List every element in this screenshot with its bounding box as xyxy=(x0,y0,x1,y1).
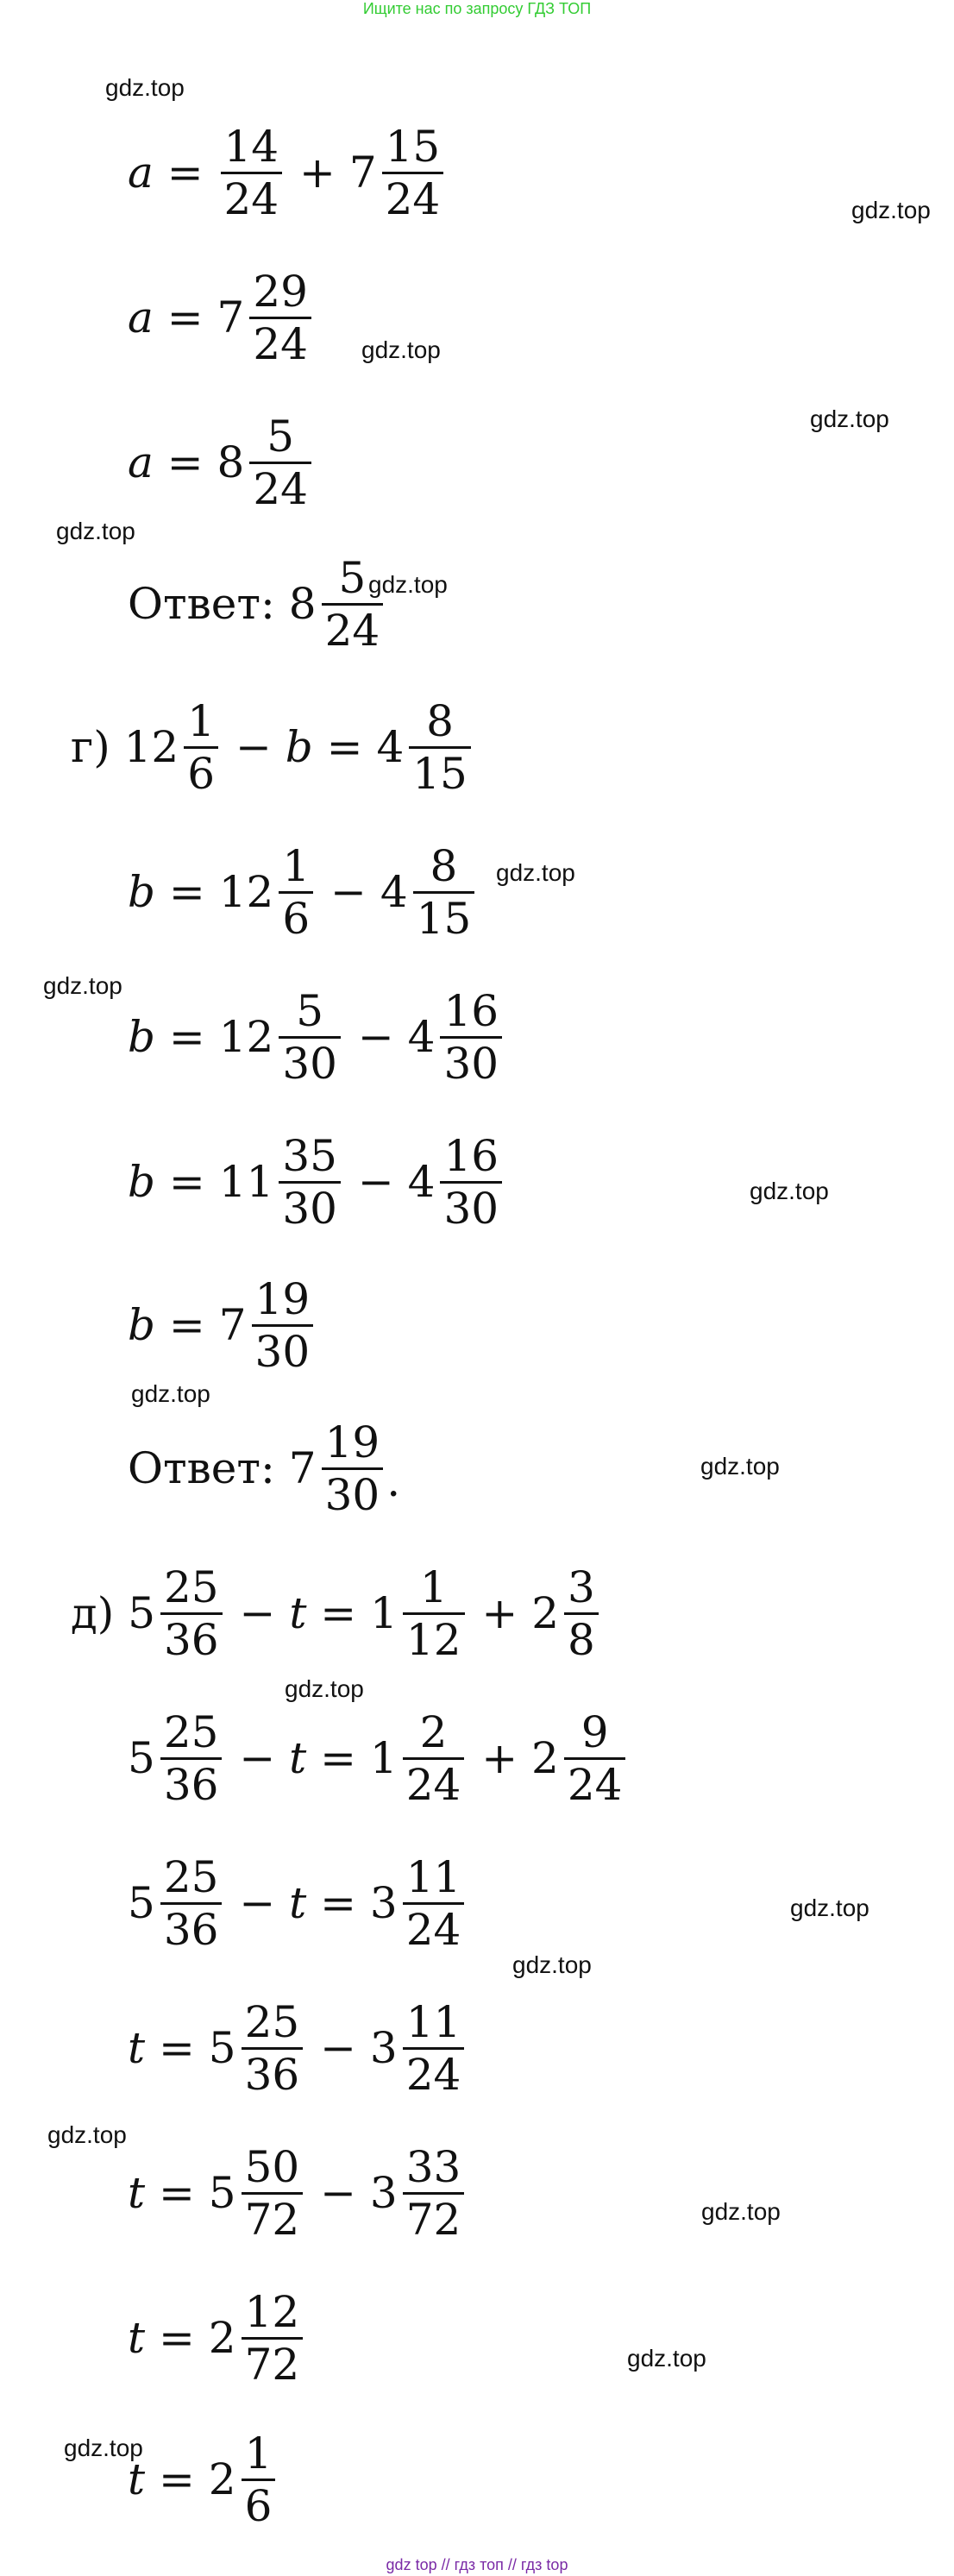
mixed-number: 5 $\frac{25}{36}$ xyxy=(209,1997,306,2100)
mixed-number: 2 $\frac{9}{24}$ xyxy=(531,1707,629,1810)
search-banner: Ищите нас по запросу ГДЗ ТОП xyxy=(362,0,592,17)
equation-line: д) 5 $\frac{25}{36}$ − t = 1 $\frac{1}{12}$ + 2 $\frac{3}{8}$ xyxy=(71,1555,602,1672)
equation-line: b = 12 $\frac{1}{6}$ − 4 $\frac{8}{15}$ xyxy=(128,833,478,951)
answer-line: Ответ: 7 $\frac{19}{30}$ . xyxy=(128,1417,401,1520)
mixed-number: 7 $\frac{15}{24}$ xyxy=(349,122,447,224)
mixed-number: 3 $\frac{11}{24}$ xyxy=(370,1852,468,1955)
mixed-number: 4 $\frac{16}{30}$ xyxy=(408,1131,505,1234)
mixed-number: 3 $\frac{33}{72}$ xyxy=(370,2142,468,2245)
mixed-number: 5 $\frac{25}{36}$ xyxy=(128,1707,225,1810)
mixed-number: 2 $\frac{12}{72}$ xyxy=(209,2287,306,2390)
equation-line: t = 2 $\frac{12}{72}$ xyxy=(128,2279,306,2397)
equation-line: a = $\frac{14}{24}$ + 7 $\frac{15}{24}$ xyxy=(128,114,447,231)
watermark: gdz.top xyxy=(105,74,185,101)
answer-line: Ответ: 8 $\frac{5}{24}$ xyxy=(128,545,386,663)
mixed-number: 7 $\frac{29}{24}$ xyxy=(217,267,315,369)
equation-line: г) 12 $\frac{1}{6}$ − b = 4 $\frac{8}{15}$ xyxy=(71,688,474,806)
watermark: gdz.top xyxy=(285,1675,364,1702)
watermark: gdz.top xyxy=(810,405,889,432)
equation-line: t = 5 $\frac{50}{72}$ − 3 $\frac{33}{72}$ xyxy=(128,2134,468,2252)
mixed-number: 12 $\frac{1}{6}$ xyxy=(219,841,317,944)
mixed-number: 12 $\frac{5}{30}$ xyxy=(219,986,344,1089)
equation-line: b = 11 $\frac{35}{30}$ − 4 $\frac{16}{30}$ xyxy=(128,1123,505,1241)
mixed-number: 1 $\frac{2}{24}$ xyxy=(370,1707,468,1810)
equation-line: t = 5 $\frac{25}{36}$ − 3 $\frac{11}{24}$ xyxy=(128,1989,468,2107)
equation-line: t = 2 $\frac{1}{6}$ xyxy=(128,2421,279,2538)
fraction: $\frac{14}{24}$ xyxy=(221,122,283,224)
watermark: gdz.top xyxy=(790,1894,869,1921)
mixed-number: 7 $\frac{19}{30}$ xyxy=(289,1417,386,1520)
equation-line: a = 8 $\frac{5}{24}$ xyxy=(128,404,315,521)
mixed-number: 5 $\frac{25}{36}$ xyxy=(128,1562,225,1665)
watermark: gdz.top xyxy=(701,2198,781,2225)
mixed-number: 4 $\frac{8}{15}$ xyxy=(376,696,474,799)
equation-line: 5 $\frac{25}{36}$ − t = 3 $\frac{11}{24}$ xyxy=(128,1844,468,1962)
mixed-number: 2 $\frac{1}{6}$ xyxy=(209,2428,279,2531)
watermark: gdz.top xyxy=(56,518,135,544)
watermark: gdz.top xyxy=(368,571,448,598)
mixed-number: 11 $\frac{35}{30}$ xyxy=(219,1131,344,1234)
watermark: gdz.top xyxy=(496,859,575,886)
watermark: gdz.top xyxy=(512,1951,592,1978)
watermark: gdz.top xyxy=(131,1380,210,1407)
watermark: gdz.top xyxy=(64,2435,143,2461)
equation-line: b = 7 $\frac{19}{30}$ xyxy=(128,1266,317,1384)
watermark: gdz.top xyxy=(627,2345,706,2372)
mixed-number: 8 $\frac{5}{24}$ xyxy=(289,553,386,656)
watermark: gdz.top xyxy=(47,2121,127,2148)
watermark: gdz.top xyxy=(851,197,931,223)
mixed-number: 1 $\frac{1}{12}$ xyxy=(370,1562,468,1665)
mixed-number: 4 $\frac{16}{30}$ xyxy=(408,986,505,1089)
mixed-number: 5 $\frac{50}{72}$ xyxy=(209,2142,306,2245)
watermark: gdz.top xyxy=(750,1178,829,1204)
watermark: gdz.top xyxy=(700,1453,780,1480)
mixed-number: 12 $\frac{1}{6}$ xyxy=(124,696,222,799)
mixed-number: 4 $\frac{8}{15}$ xyxy=(380,841,478,944)
equation-line: b = 12 $\frac{5}{30}$ − 4 $\frac{16}{30}$ xyxy=(128,978,505,1096)
watermark: gdz.top xyxy=(361,336,441,363)
watermark: gdz.top xyxy=(43,972,122,999)
mixed-number: 2 $\frac{3}{8}$ xyxy=(531,1562,602,1665)
mixed-number: 7 $\frac{19}{30}$ xyxy=(219,1274,317,1377)
mixed-number: 8 $\frac{5}{24}$ xyxy=(217,412,315,514)
footer-text: gdz top // гдз топ // гдз top xyxy=(386,2556,568,2573)
equation-line: a = 7 $\frac{29}{24}$ xyxy=(128,259,315,376)
mixed-number: 5 $\frac{25}{36}$ xyxy=(128,1852,225,1955)
equation-line: 5 $\frac{25}{36}$ − t = 1 $\frac{2}{24}$ + 2 $\frac{9}{24}$ xyxy=(128,1700,629,1817)
mixed-number: 3 $\frac{11}{24}$ xyxy=(370,1997,468,2100)
